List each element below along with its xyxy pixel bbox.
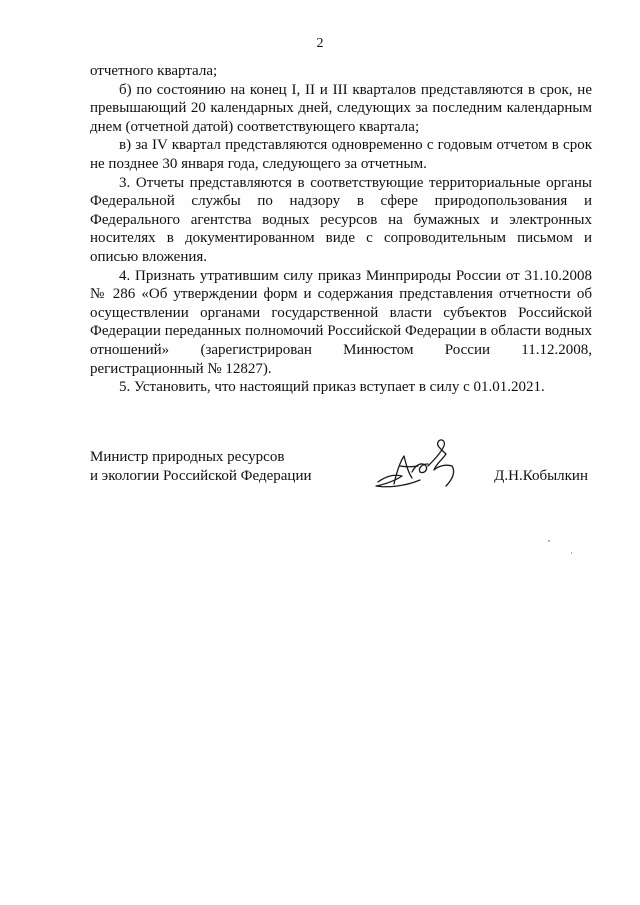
signer-title-line-2: и экологии Российской Федерации — [90, 467, 312, 484]
document-body — [90, 62, 592, 397]
paragraph-continuation: отчетного квартала; — [90, 63, 218, 79]
signer-name: Д.Н.Кобылкин — [494, 467, 588, 484]
signer-title-line-1: Министр природных ресурсов — [90, 449, 285, 465]
paragraph-item-v: в) за IV квартал представляются одновременно с годовым отчетом в срок не позднее 30 января года, следующего за отчетным. — [90, 137, 592, 172]
handwritten-signature — [372, 436, 464, 494]
paragraph-3: 3. Отчеты представляются в соответствующие территориальные органы Федеральной службы по надзору в сфере природопользования и Федерального агентства водных ресурсов на бумажных и электронных носителях в документированном виде с сопроводительным письмом и описью вложения. — [90, 174, 592, 265]
paragraph-5: 5. Установить, что настоящий приказ вступает в силу с 01.01.2021. — [119, 379, 545, 396]
paragraph-item-b: б) по состоянию на конец I, II и III кварталов представляются в срок, не превышающий 20 календарных дней, следующих за последним календарным днем (отчетной датой) соответствующего квартала; — [90, 81, 592, 135]
scan-speck — [548, 540, 550, 542]
scan-speck — [571, 552, 572, 554]
paragraph-4: 4. Признать утратившим силу приказ Минприроды России от 31.10.2008 № 286 «Об утверждении форм и содержания представления отчетности об осуществлении органами государственной власти субъектов Российской Федерации переданных полномочий Российской Федерации в области водных отношений» (зарегистрирован Минюстом России 11.12.2008, регистрационный № 12827). — [90, 267, 592, 377]
signature-block — [90, 448, 592, 508]
page-number: 2 — [316, 36, 324, 51]
signer-title — [90, 448, 312, 485]
